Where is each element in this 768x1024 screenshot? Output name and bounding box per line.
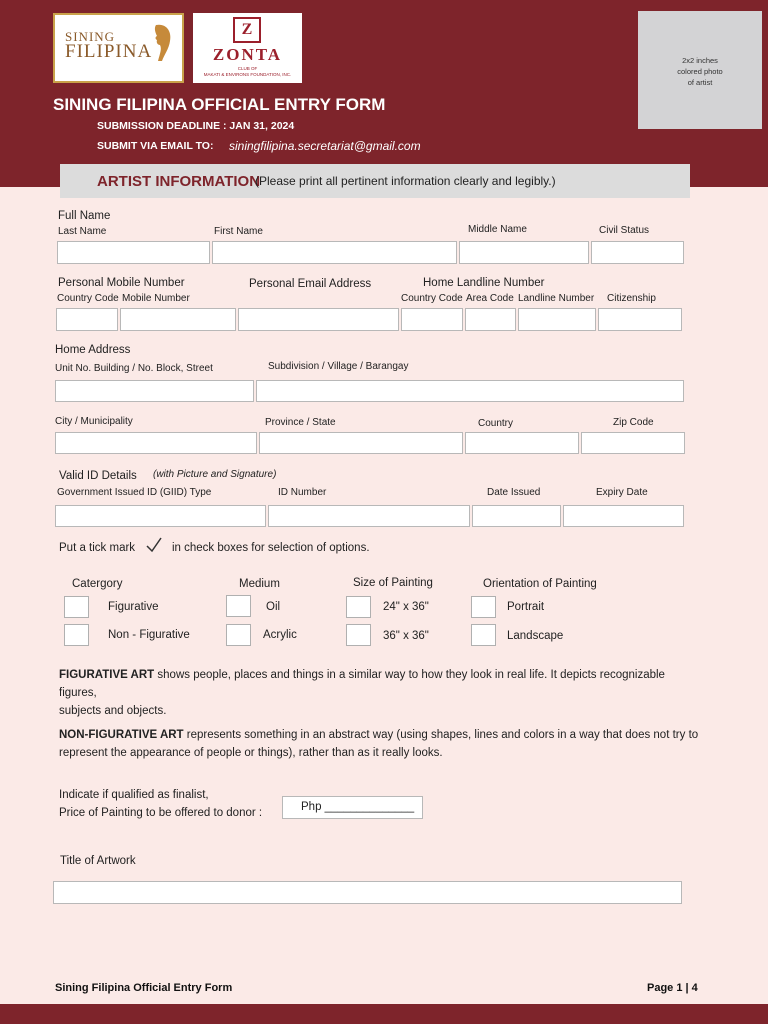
tick-instruction-after: in check boxes for selection of options. — [172, 542, 370, 554]
civil-status-field[interactable] — [591, 241, 684, 264]
landscape-checkbox[interactable] — [471, 624, 496, 646]
footer-bar — [0, 1004, 768, 1024]
price-field[interactable]: Php ______________ — [282, 796, 423, 819]
checkmark-icon — [145, 536, 163, 554]
country-field[interactable] — [465, 432, 579, 454]
non-figurative-checkbox[interactable] — [64, 624, 89, 646]
zonta-logo — [193, 13, 302, 83]
oil-label: Oil — [266, 601, 281, 613]
zip-code-label: Zip Code — [613, 417, 654, 428]
home-address-heading: Home Address — [55, 344, 131, 356]
tick-instruction-before: Put a tick mark — [59, 542, 136, 554]
orientation-heading: Orientation of Painting — [483, 578, 597, 590]
subdivision-label: Subdivision / Village / Barangay — [268, 361, 409, 372]
section-title: ARTIST INFORMATION — [97, 173, 261, 190]
unit-street-label: Unit No. Building / No. Block, Street — [55, 363, 213, 374]
section-note: (Please print all pertinent information clearly and legibly.) — [255, 174, 556, 188]
last-name-field[interactable] — [57, 241, 210, 264]
figurative-checkbox[interactable] — [64, 596, 89, 618]
submit-email: siningfilipina.secretariat@gmail.com — [229, 139, 421, 153]
id-number-field[interactable] — [268, 505, 470, 527]
civil-status-label: Civil Status — [599, 225, 650, 236]
mobile-number-field[interactable] — [120, 308, 236, 331]
finalist-note: Indicate if qualified as finalist, — [59, 789, 209, 801]
province-field[interactable] — [259, 432, 463, 454]
landline-heading: Home Landline Number — [423, 277, 545, 289]
section-header-bar — [60, 164, 690, 198]
size-heading: Size of Painting — [353, 577, 433, 589]
photo-note-2: colored photo — [677, 67, 723, 76]
zonta-emblem-icon: Z — [233, 17, 261, 43]
landline-number-label: Landline Number — [518, 293, 595, 304]
price-label: Price of Painting to be offered to donor : — [59, 807, 263, 819]
valid-id-note: (with Picture and Signature) — [153, 469, 277, 480]
city-label: City / Municipality — [55, 416, 133, 427]
citizenship-label: Citizenship — [607, 293, 656, 304]
non-figurative-label: Non - Figurative — [108, 629, 190, 641]
id-type-label: Government Issued ID (GIID) Type — [57, 487, 212, 498]
category-heading: Catergory — [72, 578, 123, 590]
figurative-text-1: shows people, places and things in a similar way to how they look in real life. It depicts recognizable figures, — [59, 669, 665, 699]
artwork-title-label: Title of Artwork — [60, 855, 136, 867]
middle-name-field[interactable] — [459, 241, 589, 264]
zonta-sub1: CLUB OF — [237, 66, 258, 71]
mobile-country-code-field[interactable] — [56, 308, 118, 331]
landline-number-field[interactable] — [518, 308, 596, 331]
figurative-text-2: subjects and objects. — [59, 705, 167, 717]
zonta-sub2: MAKATI & ENVIRONS FOUNDATION, INC. — [203, 72, 292, 77]
landline-country-code-label: Country Code — [401, 293, 463, 304]
acrylic-label: Acrylic — [263, 629, 297, 641]
citizenship-field[interactable] — [598, 308, 682, 331]
logo-text-line2: FILIPINA — [65, 41, 153, 62]
artwork-title-field[interactable] — [53, 881, 682, 904]
id-type-field[interactable] — [55, 505, 266, 527]
portrait-label: Portrait — [507, 601, 545, 613]
footer-form-name: Sining Filipina Official Entry Form — [55, 982, 233, 994]
first-name-label: First Name — [214, 226, 263, 237]
photo-note-1: 2x2 inches — [682, 56, 718, 65]
mobile-country-code-label: Country Code — [57, 293, 119, 304]
photo-note-3: of artist — [687, 78, 713, 87]
size-36x36-label: 36" x 36" — [383, 630, 429, 642]
size-24x36-label: 24" x 36" — [383, 601, 429, 613]
mobile-heading: Personal Mobile Number — [58, 277, 185, 289]
area-code-label: Area Code — [466, 293, 514, 304]
form-title: SINING FILIPINA OFFICIAL ENTRY FORM — [53, 95, 386, 114]
zonta-name: ZONTA — [212, 45, 283, 64]
acrylic-checkbox[interactable] — [226, 624, 251, 646]
non-figurative-term: NON-FIGURATIVE ART — [59, 729, 184, 741]
expiry-date-label: Expiry Date — [596, 487, 648, 498]
first-name-field[interactable] — [212, 241, 457, 264]
oil-checkbox[interactable] — [226, 595, 251, 617]
footer-page-number: Page 1 | 4 — [647, 982, 698, 994]
email-label: Personal Email Address — [249, 278, 372, 290]
zip-code-field[interactable] — [581, 432, 685, 454]
date-issued-label: Date Issued — [487, 487, 541, 498]
portrait-checkbox[interactable] — [471, 596, 496, 618]
submit-email-label: SUBMIT VIA EMAIL TO: — [97, 140, 214, 152]
landscape-label: Landscape — [507, 630, 564, 642]
city-field[interactable] — [55, 432, 257, 454]
sining-filipina-logo — [53, 13, 184, 83]
subdivision-field[interactable] — [256, 380, 684, 402]
size-24x36-checkbox[interactable] — [346, 596, 371, 618]
size-36x36-checkbox[interactable] — [346, 624, 371, 646]
expiry-date-field[interactable] — [563, 505, 684, 527]
full-name-heading: Full Name — [58, 210, 111, 222]
figurative-definition — [59, 666, 699, 720]
submission-deadline: SUBMISSION DEADLINE : JAN 31, 2024 — [97, 120, 295, 132]
woman-profile-icon — [150, 23, 172, 63]
area-code-field[interactable] — [465, 308, 516, 331]
valid-id-heading: Valid ID Details — [59, 470, 137, 482]
landline-country-code-field[interactable] — [401, 308, 463, 331]
unit-street-field[interactable] — [55, 380, 254, 402]
figurative-label: Figurative — [108, 601, 159, 613]
non-figurative-definition — [59, 726, 699, 762]
province-label: Province / State — [265, 417, 336, 428]
middle-name-label: Middle Name — [468, 224, 527, 235]
logo-text-line1: SINING — [65, 29, 116, 44]
id-number-label: ID Number — [278, 487, 327, 498]
photo-placeholder — [638, 11, 762, 129]
non-figurative-text-1: represents something in an abstract way (using shapes, lines and colors in a way that does not try to — [183, 729, 699, 741]
last-name-label: Last Name — [58, 226, 107, 237]
email-field[interactable] — [238, 308, 399, 331]
date-issued-field[interactable] — [472, 505, 561, 527]
figurative-term: FIGURATIVE ART — [59, 669, 155, 681]
medium-heading: Medium — [239, 578, 280, 590]
mobile-number-label: Mobile Number — [122, 293, 190, 304]
non-figurative-text-2: represent the appearance of people or things), rather than as it really looks. — [59, 747, 443, 759]
country-label: Country — [478, 418, 514, 429]
